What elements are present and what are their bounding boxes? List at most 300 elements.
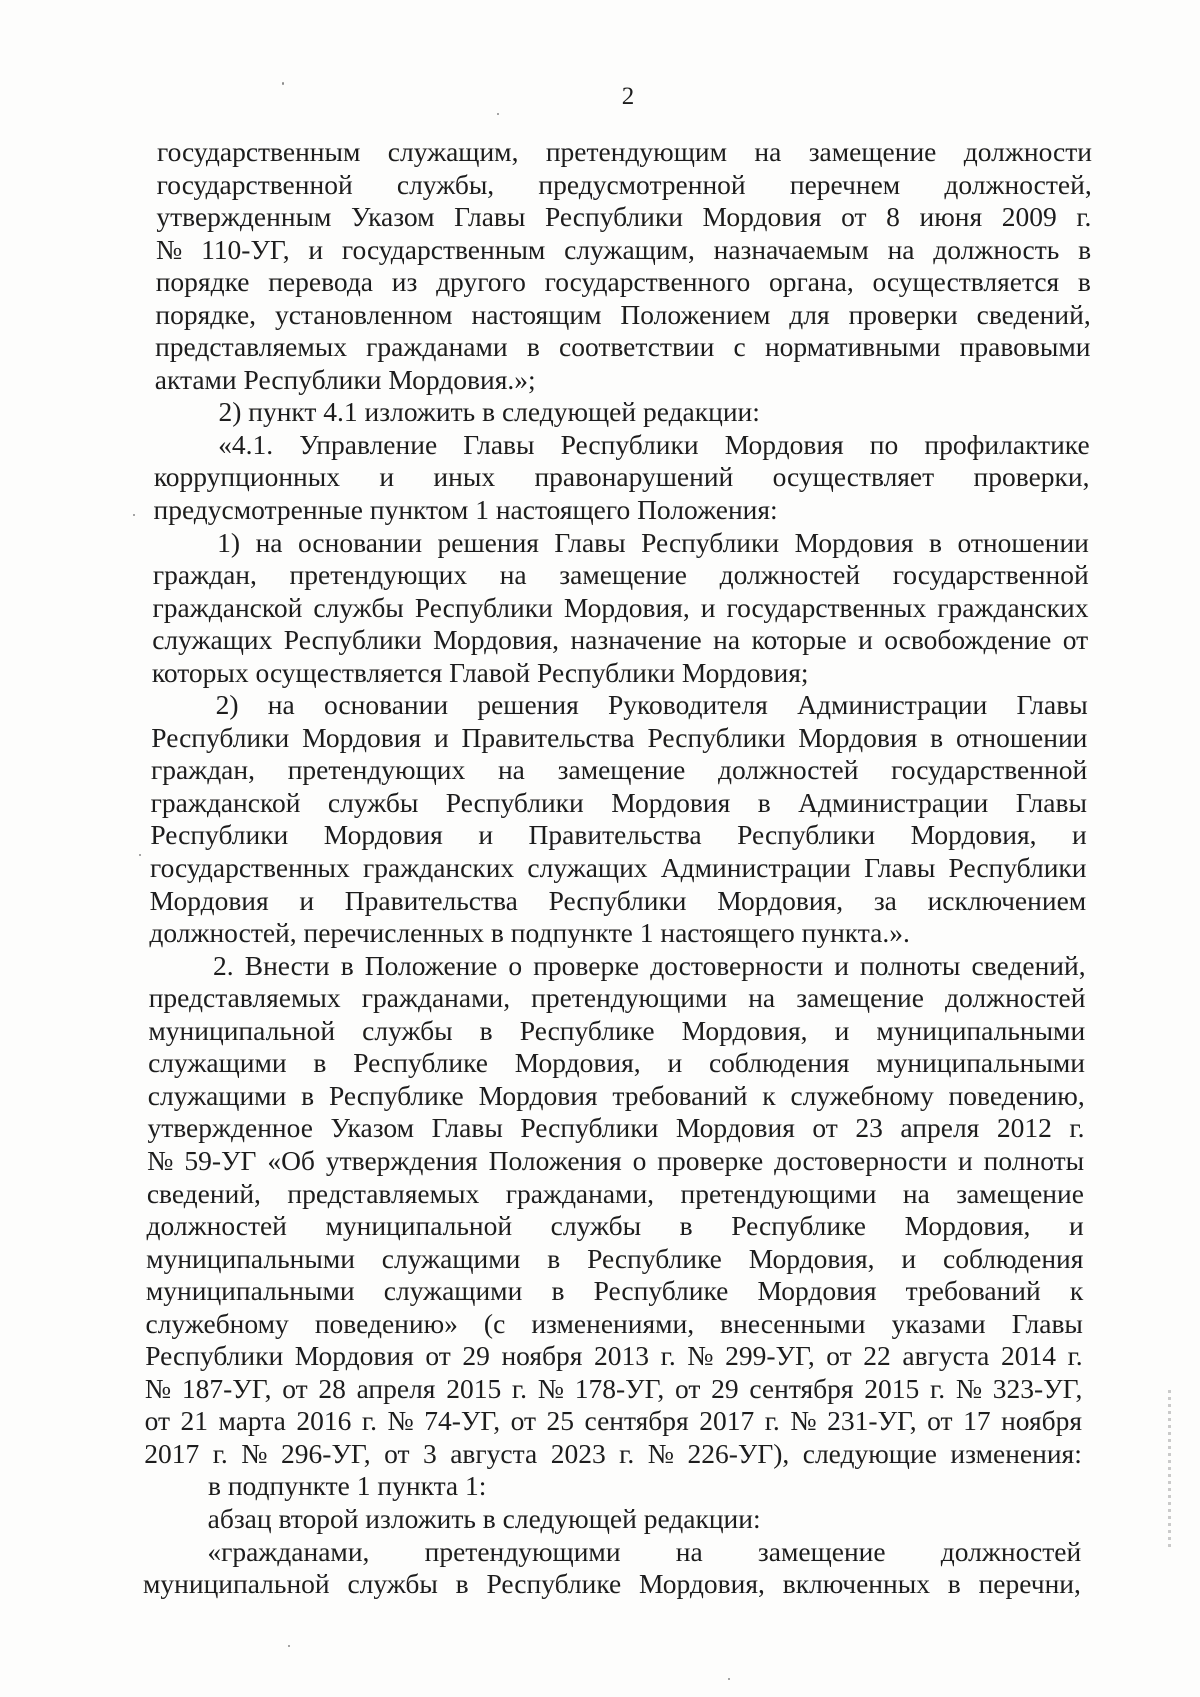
text-segment: в bbox=[313, 1047, 327, 1079]
text-segment: г. bbox=[1076, 201, 1092, 233]
text-line bbox=[213, 950, 1086, 983]
text-segment: Правительства bbox=[461, 721, 635, 753]
text-segment: муниципальными bbox=[145, 1275, 355, 1307]
text-segment: осуществляется bbox=[872, 266, 1060, 298]
text-segment: следующие bbox=[802, 1437, 937, 1469]
text-segment: претендующими bbox=[680, 1177, 877, 1209]
text-segment: граждан, bbox=[150, 754, 255, 786]
text-segment: г. bbox=[619, 1437, 635, 1469]
text-segment: в bbox=[547, 1242, 561, 1274]
text-segment: осуществляет bbox=[772, 461, 935, 493]
text-segment: 2013 bbox=[594, 1340, 650, 1372]
text-line bbox=[151, 754, 1087, 787]
text-line bbox=[143, 1568, 1081, 1601]
text-segment: 22 bbox=[863, 1340, 891, 1372]
text-segment: и bbox=[958, 1144, 973, 1176]
text-line bbox=[145, 1373, 1083, 1406]
text-segment: полноты bbox=[983, 1144, 1085, 1176]
text-segment: 178-УГ, bbox=[574, 1372, 665, 1404]
text-segment: претендующих bbox=[289, 559, 468, 591]
text-segment: граждан, bbox=[152, 559, 257, 591]
text-segment: должностей bbox=[719, 559, 861, 591]
text-segment: Республики bbox=[544, 201, 683, 233]
text-segment: Указом bbox=[330, 1112, 415, 1144]
text-segment: № bbox=[144, 1372, 172, 1404]
text-segment: назначение bbox=[570, 624, 702, 656]
text-segment: муниципальной bbox=[148, 1014, 336, 1046]
scan-speck bbox=[133, 514, 135, 516]
text-segment: 2016 bbox=[296, 1405, 352, 1437]
text-segment: которых осуществляется Главой Республики Мордовия; bbox=[151, 656, 809, 688]
text-segment: претендующим bbox=[545, 136, 728, 167]
text-segment: основании bbox=[297, 526, 423, 558]
text-line bbox=[148, 1047, 1085, 1080]
text-segment: Руководителя bbox=[608, 689, 768, 721]
text-segment: служащих bbox=[527, 852, 648, 884]
text-segment: представляемых bbox=[287, 1177, 480, 1209]
text-segment: 2023 bbox=[550, 1437, 606, 1469]
text-segment: Мордовия bbox=[702, 201, 822, 233]
text-segment: в bbox=[479, 1014, 493, 1046]
text-segment: от bbox=[425, 1340, 451, 1372]
text-segment: «Об bbox=[267, 1144, 315, 1176]
text-segment: соблюдения bbox=[943, 1242, 1084, 1274]
text-segment: и bbox=[379, 461, 395, 493]
text-segment: г. bbox=[212, 1437, 228, 1469]
text-segment: 110-УГ, bbox=[201, 233, 290, 265]
text-line bbox=[154, 461, 1090, 494]
text-segment: проверки, bbox=[973, 461, 1090, 493]
text-segment: претендующими bbox=[531, 982, 728, 1014]
text-segment: на bbox=[675, 1535, 703, 1567]
text-segment: Мордовия, bbox=[563, 591, 690, 623]
text-segment: № bbox=[955, 1372, 983, 1404]
text-segment: претендующих bbox=[287, 754, 466, 786]
text-segment: 25 bbox=[546, 1405, 575, 1437]
text-segment: Мордовия bbox=[757, 1275, 877, 1307]
text-segment: службы bbox=[550, 1210, 642, 1242]
text-segment: Республики bbox=[520, 1112, 659, 1144]
text-segment: государственных bbox=[150, 852, 350, 884]
text-line bbox=[150, 852, 1087, 885]
text-segment: к bbox=[1069, 1275, 1084, 1307]
text-segment: г. bbox=[511, 1372, 527, 1404]
text-segment: Мордовия bbox=[323, 819, 443, 851]
text-segment: должность bbox=[933, 233, 1060, 265]
text-segment: перевода bbox=[268, 266, 374, 298]
text-line bbox=[152, 624, 1088, 657]
text-segment: Указом bbox=[351, 201, 435, 233]
text-segment: на bbox=[255, 526, 283, 558]
text-segment: должностей bbox=[718, 754, 859, 786]
text-line bbox=[150, 885, 1087, 918]
text-segment: 226-УГ), bbox=[687, 1437, 790, 1469]
text-segment: исключением bbox=[927, 884, 1087, 916]
text-segment: гражданской bbox=[152, 591, 303, 623]
text-line bbox=[148, 1080, 1085, 1113]
text-segment: г. bbox=[1069, 1112, 1085, 1144]
text-segment: Мордовия bbox=[294, 1340, 414, 1372]
text-segment: Республики bbox=[445, 786, 584, 818]
text-segment: № bbox=[687, 1340, 714, 1372]
text-segment: достоверности bbox=[774, 1144, 948, 1176]
text-segment: отношении bbox=[957, 526, 1089, 558]
text-line bbox=[151, 787, 1087, 820]
text-segment: по bbox=[869, 428, 899, 460]
text-segment: от bbox=[841, 201, 867, 233]
text-segment: актами Республики Мордовия.»; bbox=[154, 363, 536, 395]
text-segment: утверждения bbox=[325, 1144, 478, 1176]
text-segment: в bbox=[929, 526, 943, 558]
document-body bbox=[0, 136, 1200, 1601]
text-line bbox=[149, 917, 1086, 950]
text-segment: государственных bbox=[726, 591, 927, 623]
text-line bbox=[147, 1210, 1084, 1243]
text-segment: Мордовия bbox=[798, 721, 918, 753]
text-segment: требований bbox=[905, 1275, 1041, 1307]
text-segment: 2) bbox=[215, 689, 239, 721]
text-segment: в bbox=[340, 949, 354, 981]
text-segment: Мордовия, bbox=[433, 624, 560, 656]
text-segment: Республике bbox=[593, 1275, 729, 1307]
text-segment: Мордовия, bbox=[748, 1242, 875, 1274]
text-segment: 2. bbox=[213, 949, 234, 981]
text-line bbox=[208, 1503, 1082, 1536]
text-segment: Республики bbox=[414, 591, 553, 623]
text-segment: проверки bbox=[848, 298, 958, 330]
text-line bbox=[155, 331, 1090, 364]
text-segment: 29 bbox=[711, 1372, 739, 1404]
text-segment: органа, bbox=[768, 266, 854, 298]
text-segment: служащим, bbox=[387, 136, 519, 167]
text-segment: в bbox=[947, 1568, 961, 1600]
text-line bbox=[145, 1405, 1083, 1438]
text-segment: государственным bbox=[341, 233, 546, 265]
text-segment: от bbox=[1062, 624, 1089, 656]
text-segment: Правительства bbox=[344, 884, 518, 916]
text-segment: в подпункте 1 пункта 1: bbox=[207, 1470, 487, 1502]
text-segment: решения bbox=[437, 526, 539, 558]
text-segment: порядке, bbox=[155, 298, 257, 330]
text-segment: 23 bbox=[855, 1112, 883, 1144]
text-segment: правонарушений bbox=[534, 461, 734, 493]
text-segment: проверке bbox=[533, 949, 640, 981]
text-segment: 8 bbox=[886, 201, 900, 233]
text-segment: служебному bbox=[790, 1079, 934, 1111]
text-segment: утвержденным bbox=[156, 201, 332, 233]
text-line bbox=[217, 527, 1089, 560]
text-segment: Республики bbox=[150, 819, 289, 851]
text-segment: в bbox=[757, 786, 771, 818]
text-line bbox=[207, 1536, 1081, 1569]
text-segment: и bbox=[478, 819, 494, 851]
text-segment: Мордовия bbox=[675, 1112, 795, 1144]
text-segment: внесенными bbox=[720, 1307, 866, 1339]
text-segment: установленном bbox=[274, 298, 453, 330]
text-segment: представляемых bbox=[155, 331, 347, 363]
text-segment: перечнем bbox=[789, 168, 901, 200]
text-segment: и bbox=[667, 1047, 683, 1079]
text-line bbox=[155, 364, 1090, 397]
text-segment: от bbox=[384, 1437, 410, 1469]
text-segment: ноября bbox=[501, 1340, 583, 1372]
text-segment: назначаемым bbox=[713, 233, 869, 265]
text-line bbox=[156, 201, 1091, 234]
text-segment: изменениями, bbox=[531, 1307, 695, 1339]
text-segment: в bbox=[526, 331, 540, 363]
text-segment: Положения bbox=[488, 1144, 622, 1176]
text-segment: за bbox=[873, 884, 897, 916]
text-segment: Мордовия bbox=[302, 721, 422, 753]
text-segment: 187-УГ, bbox=[181, 1372, 272, 1404]
text-segment: замещение bbox=[557, 754, 686, 786]
text-segment: 74-УГ, bbox=[424, 1405, 501, 1437]
text-segment: Республики bbox=[737, 819, 876, 851]
scan-binding-marks bbox=[1168, 1390, 1171, 1550]
text-segment: в bbox=[455, 1568, 469, 1600]
text-segment: от bbox=[144, 1405, 170, 1437]
text-segment: 231-УГ, bbox=[827, 1405, 917, 1437]
text-segment: 29 bbox=[462, 1340, 490, 1372]
text-segment: Положением bbox=[620, 298, 771, 330]
text-segment: другого bbox=[436, 266, 526, 298]
text-segment: г. bbox=[1067, 1340, 1083, 1372]
text-segment: № bbox=[156, 233, 183, 265]
text-segment: должности bbox=[963, 136, 1092, 167]
text-segment: настоящим bbox=[471, 298, 602, 330]
text-segment: от bbox=[510, 1405, 536, 1437]
text-segment: и bbox=[834, 1014, 850, 1046]
text-segment: порядке bbox=[155, 266, 250, 298]
text-segment: Внести bbox=[244, 949, 330, 981]
text-segment: Мордовия bbox=[149, 884, 269, 916]
text-segment: утвержденное bbox=[147, 1112, 313, 1144]
text-segment: 2014 bbox=[1000, 1340, 1056, 1372]
text-segment: службы bbox=[347, 1568, 438, 1600]
text-segment: замещение bbox=[808, 136, 937, 167]
text-segment: перечни, bbox=[978, 1568, 1081, 1600]
text-segment: Республики bbox=[548, 884, 687, 916]
text-segment: на bbox=[497, 754, 525, 786]
text-segment: Республики bbox=[647, 721, 786, 753]
text-segment: гражданских bbox=[937, 591, 1089, 623]
text-line bbox=[146, 1308, 1083, 1341]
text-segment: государственным bbox=[157, 136, 361, 167]
text-segment: 28 bbox=[318, 1372, 346, 1404]
text-segment: отношении bbox=[956, 721, 1088, 753]
text-segment: 296-УГ, bbox=[281, 1437, 371, 1469]
text-segment: Республике bbox=[353, 1047, 488, 1079]
text-segment: 2015 bbox=[446, 1372, 502, 1404]
text-segment: марта bbox=[218, 1405, 286, 1437]
text-segment: от bbox=[927, 1405, 953, 1437]
text-segment: ноября bbox=[1001, 1405, 1083, 1437]
text-segment: и bbox=[901, 1242, 917, 1274]
text-segment: в bbox=[1078, 233, 1092, 265]
text-segment: муниципальной bbox=[325, 1210, 513, 1242]
text-line bbox=[157, 169, 1092, 202]
text-segment: и bbox=[1069, 1210, 1084, 1242]
text-segment: сведений, bbox=[971, 949, 1086, 981]
text-segment: проверке bbox=[657, 1144, 764, 1176]
text-segment: иных bbox=[433, 461, 496, 493]
text-segment: и bbox=[299, 884, 315, 916]
text-segment: 1) bbox=[217, 526, 241, 558]
text-segment: правовыми bbox=[959, 331, 1091, 363]
text-segment: 2009 bbox=[1001, 201, 1057, 233]
text-segment: № bbox=[790, 1405, 817, 1437]
text-segment: службы, bbox=[396, 168, 495, 200]
text-segment: г. bbox=[660, 1340, 676, 1372]
text-segment: гражданами, bbox=[505, 1177, 655, 1209]
text-segment: 2017 bbox=[699, 1405, 755, 1437]
scan-speck bbox=[728, 1678, 730, 1680]
text-segment: и bbox=[834, 949, 849, 981]
text-segment: и bbox=[308, 233, 324, 265]
text-line bbox=[146, 1243, 1083, 1276]
text-segment: № bbox=[147, 1144, 174, 1176]
text-segment: предусмотренные пунктом 1 настоящего Положения: bbox=[153, 494, 778, 526]
text-segment: службы bbox=[313, 591, 404, 623]
text-segment: достоверности bbox=[650, 949, 824, 981]
text-segment: Республики bbox=[151, 721, 290, 753]
text-segment: Главы bbox=[1015, 786, 1087, 818]
text-segment: Мордовия bbox=[794, 526, 914, 558]
text-line bbox=[148, 1015, 1085, 1048]
text-line bbox=[216, 689, 1088, 722]
text-segment: служебному bbox=[145, 1307, 289, 1339]
page-number: 2 bbox=[621, 83, 635, 110]
text-segment: сведений, bbox=[976, 298, 1091, 330]
text-segment: «4.1. bbox=[218, 428, 274, 460]
text-segment: и bbox=[700, 591, 716, 623]
text-segment: муниципальной bbox=[143, 1568, 330, 1600]
text-segment: о bbox=[508, 949, 523, 981]
text-segment: на bbox=[748, 982, 776, 1014]
text-segment: апреля bbox=[900, 1112, 980, 1144]
text-line bbox=[157, 136, 1092, 169]
text-segment: 2) пункт 4.1 изложить в следующей редакции: bbox=[218, 396, 760, 428]
text-segment: указами bbox=[891, 1307, 986, 1339]
text-segment: государственной bbox=[892, 559, 1089, 591]
text-segment: службы bbox=[327, 786, 419, 818]
text-segment: служащими bbox=[381, 1242, 521, 1274]
text-segment: о bbox=[632, 1144, 647, 1176]
text-line bbox=[218, 429, 1090, 462]
text-segment: 17 bbox=[963, 1405, 991, 1437]
text-segment: от bbox=[812, 1112, 838, 1144]
text-segment: августа bbox=[450, 1437, 538, 1469]
text-segment: коррупционных bbox=[153, 461, 340, 493]
text-segment: службы bbox=[362, 1014, 453, 1046]
text-line bbox=[153, 592, 1089, 625]
text-segment: служащим, bbox=[564, 233, 695, 265]
text-line bbox=[218, 396, 1090, 429]
text-segment: 3 bbox=[422, 1437, 437, 1469]
text-segment: государственной bbox=[156, 168, 353, 200]
text-segment: 59-УГ bbox=[184, 1144, 257, 1176]
text-segment: гражданами, bbox=[361, 982, 511, 1014]
text-segment: № bbox=[647, 1437, 674, 1469]
text-segment: замещение bbox=[757, 1535, 886, 1567]
text-segment: нормативными bbox=[764, 331, 941, 363]
text-segment: 2015 bbox=[864, 1372, 920, 1404]
text-segment: государственной bbox=[891, 754, 1088, 786]
text-segment: требований bbox=[612, 1079, 748, 1111]
text-segment: Администрации bbox=[797, 689, 988, 721]
text-segment: от bbox=[675, 1372, 701, 1404]
text-line bbox=[144, 1438, 1082, 1471]
text-segment: 2012 bbox=[996, 1112, 1052, 1144]
text-segment: (с bbox=[483, 1307, 506, 1339]
text-line bbox=[150, 819, 1086, 852]
text-segment: поведению, bbox=[948, 1079, 1085, 1111]
text-segment: Республике bbox=[587, 1242, 722, 1274]
text-segment: гражданской bbox=[150, 786, 301, 818]
text-line bbox=[208, 1470, 1082, 1503]
text-line bbox=[152, 657, 1088, 690]
text-segment: и bbox=[858, 624, 873, 656]
text-segment: изменения: bbox=[950, 1437, 1082, 1469]
text-segment: № bbox=[537, 1372, 564, 1404]
text-segment: 21 bbox=[180, 1405, 208, 1437]
text-segment: профилактике bbox=[924, 428, 1090, 460]
text-segment: в bbox=[930, 721, 944, 753]
text-segment: Республики bbox=[948, 852, 1087, 884]
text-segment: Республике bbox=[731, 1210, 866, 1242]
text-segment: в bbox=[551, 1275, 565, 1307]
text-segment: в bbox=[679, 1210, 693, 1242]
text-segment: Республики bbox=[283, 624, 422, 656]
text-segment: Мордовия, bbox=[681, 1014, 808, 1046]
text-segment: Мордовия bbox=[611, 786, 731, 818]
text-segment: от bbox=[826, 1340, 852, 1372]
text-segment: соблюдения bbox=[708, 1047, 850, 1079]
text-segment: государственного bbox=[544, 266, 751, 298]
text-line bbox=[153, 559, 1089, 592]
text-segment: г. bbox=[361, 1405, 377, 1437]
text-segment: г. bbox=[764, 1405, 780, 1437]
text-line bbox=[151, 722, 1087, 755]
text-segment: Республике bbox=[486, 1568, 622, 1600]
text-segment: замещение bbox=[956, 1177, 1084, 1209]
text-segment: Администрации bbox=[798, 786, 989, 818]
text-segment: которые bbox=[751, 624, 847, 656]
text-segment: Главы bbox=[454, 201, 526, 233]
text-segment: должностей bbox=[146, 1210, 287, 1242]
text-segment: Администрации bbox=[660, 852, 851, 884]
text-segment: от bbox=[282, 1372, 308, 1404]
text-segment: служащих bbox=[152, 624, 273, 656]
text-segment: Правительства bbox=[528, 819, 702, 851]
text-segment: на bbox=[887, 233, 915, 265]
text-line bbox=[149, 982, 1086, 1015]
text-segment: г. bbox=[930, 1372, 946, 1404]
text-segment: для bbox=[789, 298, 830, 330]
text-segment: Главы bbox=[1016, 689, 1088, 721]
text-segment: 323-УГ, bbox=[992, 1372, 1083, 1404]
text-segment: с bbox=[733, 331, 746, 363]
text-segment: сентября bbox=[749, 1372, 854, 1404]
text-segment: служащими bbox=[383, 1275, 523, 1307]
text-segment: Главы bbox=[431, 1112, 503, 1144]
text-segment: соответствии bbox=[558, 331, 715, 363]
text-segment: Республики bbox=[145, 1340, 284, 1372]
text-line bbox=[155, 299, 1090, 332]
text-segment: в bbox=[301, 1079, 315, 1111]
text-segment: на bbox=[267, 689, 295, 721]
text-segment: сведений, bbox=[146, 1177, 261, 1209]
